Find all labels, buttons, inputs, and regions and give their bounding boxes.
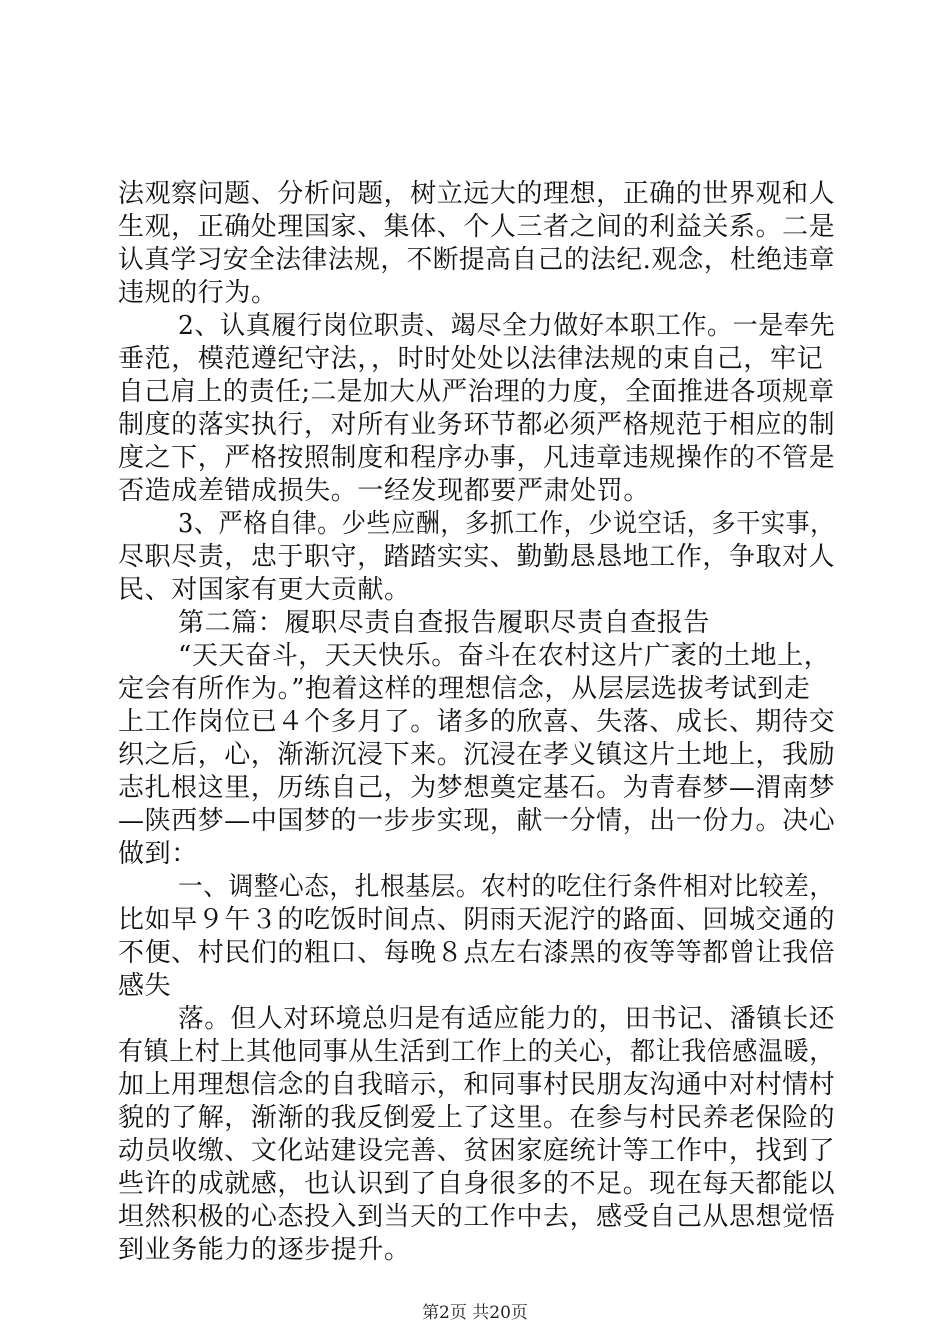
- text-line: 尽职尽责，忠于职守，踏踏实实、勤勤恳恳地工作，争取对人: [118, 542, 836, 572]
- text-line: 垂范，模范遵纪守法，，时时处处以法律法规的束自己，牢记: [118, 344, 824, 374]
- text-line: 2、认真履行岗位职责、竭尽全力做好本职工作。一是奉先: [178, 311, 836, 341]
- text-line: 到业务能力的逐步提升。: [118, 1235, 411, 1265]
- page-number-footer: 第2页 共20页: [422, 1303, 528, 1323]
- text-line: 貌的了解，渐渐的我反倒爱上了这里。在参与村民养老保险的: [118, 1103, 836, 1133]
- text-line: 法观察问题、分析问题，树立远大的理想，正确的世界观和人: [118, 179, 836, 209]
- text-line: —陕西梦—中国梦的一步步实现，献一分情，出一份力。决心: [118, 806, 836, 836]
- text-line: 织之后，心，渐渐沉浸下来。沉浸在孝义镇这片土地上，我励: [118, 740, 836, 770]
- text-line: 感失: [118, 971, 172, 1001]
- text-line: 民、对国家有更大贡献。: [118, 575, 411, 605]
- text-line: 认真学习安全法律法规，不断提高自己的法纪.观念，杜绝违章: [118, 245, 836, 275]
- text-line: 落。但人对环境总归是有适应能力的，田书记、潘镇长还: [178, 1004, 836, 1034]
- text-line: 做到：: [118, 839, 198, 869]
- text-line: 志扎根这里，历练自己，为梦想奠定基石。为青春梦—渭南梦: [118, 773, 836, 803]
- text-line: 否造成差错成损失。一经发现都要严肃处罚。: [118, 476, 651, 506]
- text-line: 一、调整心态，扎根基层。农村的吃住行条件相对比较差，: [178, 872, 835, 902]
- text-line: 不便、村民们的粗口、每晚８点左右漆黑的夜等等都曾让我倍: [118, 938, 836, 968]
- text-line: 比如早９午３的吃饭时间点、阴雨天泥泞的路面、回城交通的: [118, 905, 836, 935]
- text-line: “天天奋斗，天天快乐。奋斗在农村这片广袤的土地上，: [178, 641, 831, 671]
- text-line: 上工作岗位已４个多月了。诸多的欣喜、失落、成长、期待交: [118, 707, 836, 737]
- text-line: 自己肩上的责任;二是加大从严治理的力度，全面推进各项规章: [118, 377, 835, 407]
- text-line: 动员收缴、文化站建设完善、贫困家庭统计等工作中，找到了: [118, 1136, 836, 1166]
- text-line: 违规的行为。: [118, 278, 278, 308]
- text-line: 度之下，严格按照制度和程序办事，凡违章违规操作的不管是: [118, 443, 836, 473]
- text-line: 坦然积极的心态投入到当天的工作中去，感受自己从思想觉悟: [118, 1202, 836, 1232]
- text-line: 生观，正确处理国家、集体、个人三者之间的利益关系。二是: [118, 212, 836, 242]
- text-line: 3、严格自律。少些应酬，多抓工作，少说空话，多干实事，: [178, 509, 835, 539]
- text-line: 有镇上村上其他同事从生活到工作上的关心，都让我倍感温暖，: [118, 1037, 835, 1067]
- text-line: 制度的落实执行，对所有业务环节都必须严格规范于相应的制: [118, 410, 836, 440]
- text-line: 些许的成就感，也认识到了自身很多的不足。现在每天都能以: [118, 1169, 836, 1199]
- text-line: 定会有所作为。”抱着这样的理想信念，从层层选拔考试到走: [118, 674, 811, 704]
- section-heading: 第二篇：履职尽责自查报告履职尽责自查报告: [178, 608, 711, 638]
- text-line: 加上用理想信念的自我暗示，和同事村民朋友沟通中对村情村: [118, 1070, 836, 1100]
